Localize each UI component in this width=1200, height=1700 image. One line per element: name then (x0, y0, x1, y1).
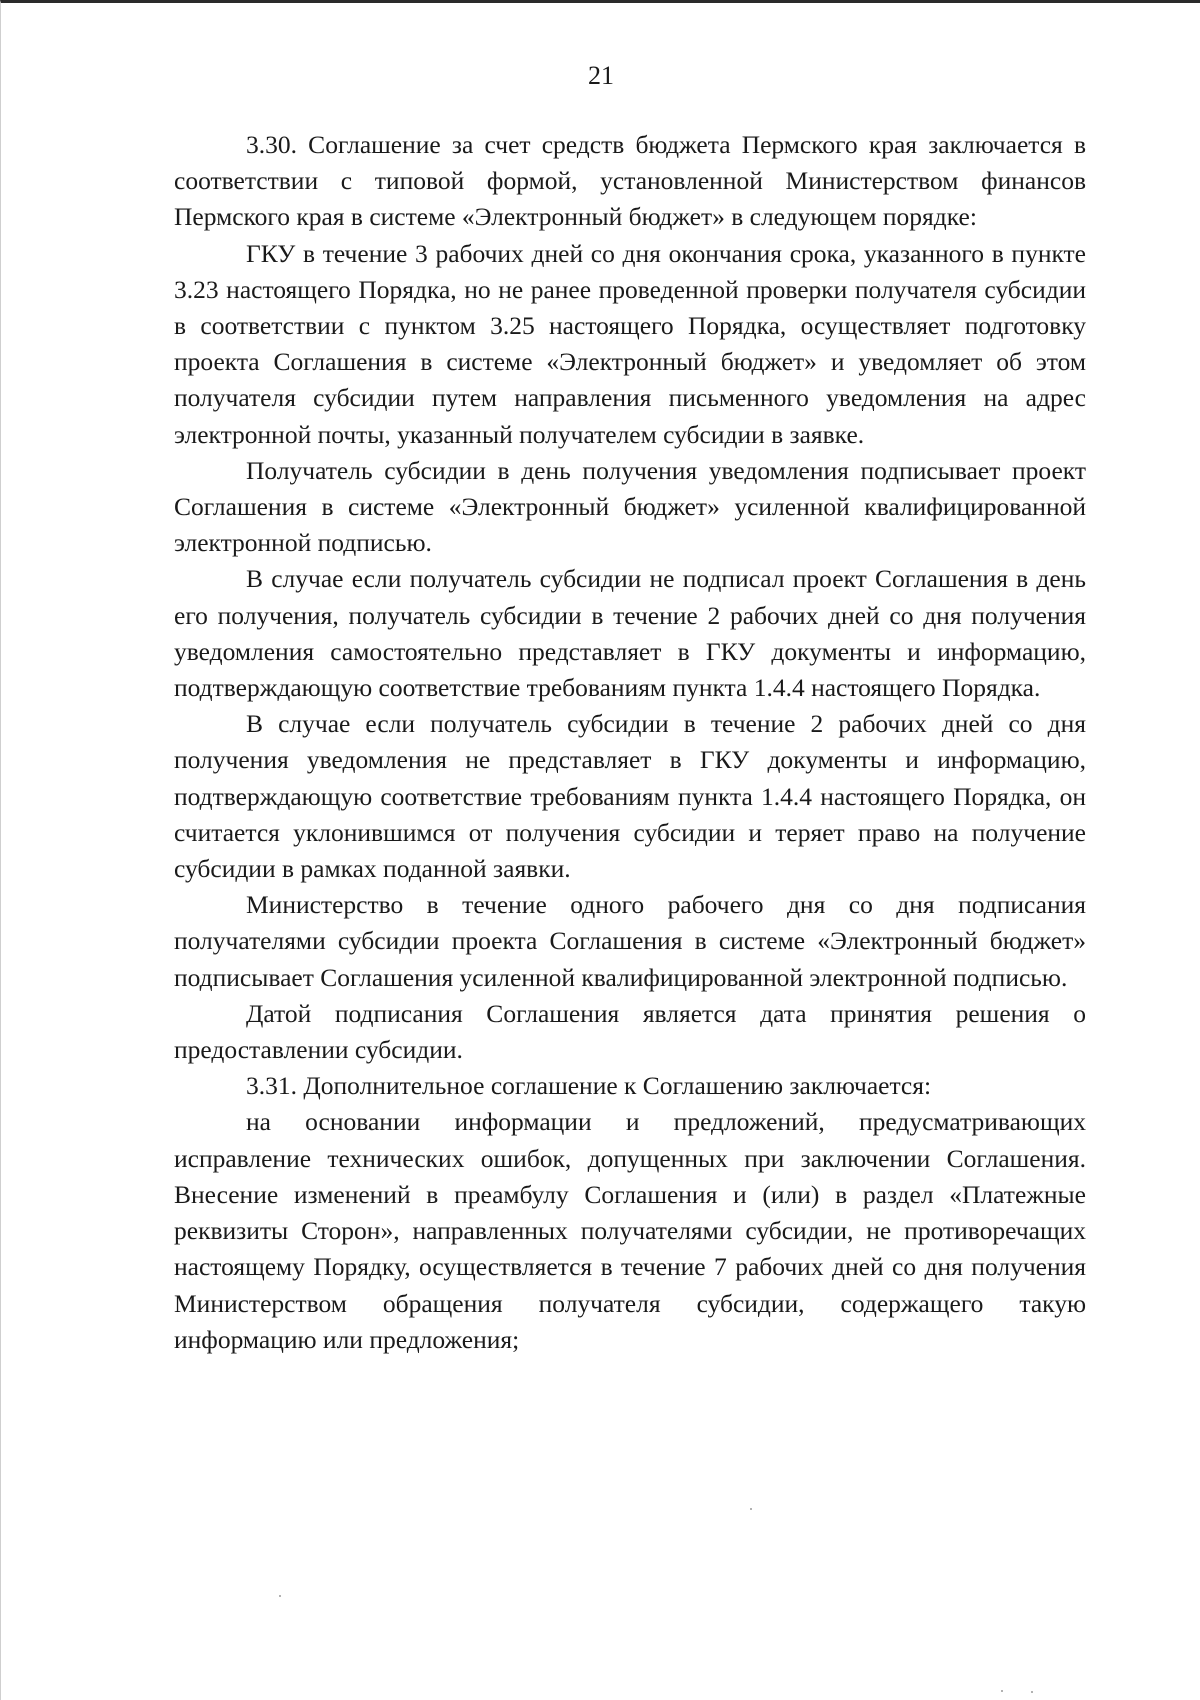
scan-speck (750, 1508, 752, 1510)
paragraph-3-30: 3.30. Соглашение за счет средств бюджета Пермского края заключается в соответствии с типовой формой, установленной Министерством финансов Пермского края в системе «Электронный бюджет» в следующем порядке: (174, 130, 1086, 232)
scan-speck (1001, 1690, 1003, 1692)
scan-speck (279, 1595, 281, 1597)
paragraph-signing-date: Датой подписания Соглашения является дата принятия решения о предоставлении субсидии. (174, 998, 1086, 1065)
paragraph-evaded: В случае если получатель субсидии в течение 2 рабочих дней со дня получения уведомления не представляет в ГКУ документы и информацию, подтверждающую соответствие требованиям пункта 1.4.4 настоящего Порядка, он считается уклонившимся от получения субсидии и теряет право на получение субсидии в рамках поданной заявки. (174, 709, 1086, 884)
paragraph-additional-agreement: на основании информации и предложений, предусматривающих исправление технических ошибок, допущенных при заключении Соглашения. Внесение изменений в преамбулу Соглашения и (или) в раздел «Платежные реквизиты Сторон», направленных получателями субсидии, не противоречащих настоящему Порядку, осуществляется в течение 7 рабочих дней со дня получения Министерством обращения получателя субсидии, содержащего такую информацию или предложения; (174, 1107, 1086, 1354)
paragraph-not-signed: В случае если получатель субсидии не подписал проект Соглашения в день его получения, получатель субсидии в течение 2 рабочих дней со дня получения уведомления самостоятельно представляет в ГКУ документы и информацию, подтверждающую соответствие требованиям пункта 1.4.4 настоящего Порядка. (174, 564, 1086, 703)
paragraph-recipient-signs: Получатель субсидии в день получения уведомления подписывает проект Соглашения в системе «Электронный бюджет» усиленной квалифицированной электронной подписью. (174, 455, 1086, 558)
scan-speck (1031, 1691, 1033, 1693)
paragraph-3-31: 3.31. Дополнительное соглашение к Соглашению заключается: (246, 1071, 932, 1101)
paragraph-ministry-signs: Министерство в течение одного рабочего дня со дня подписания получателями субсидии проекта Соглашения в системе «Электронный бюджет» подписывает Соглашения усиленной квалифицированной электронной подписью. (174, 890, 1086, 992)
document-body (174, 127, 1086, 1358)
paragraph-gku-preparation: ГКУ в течение 3 рабочих дней со дня окончания срока, указанного в пункте 3.23 настоящего Порядка, но не ранее проведенной проверки получателя субсидии в соответствии с пунктом 3.25 настоящего Порядка, осуществляет подготовку проекта Соглашения в системе «Электронный бюджет» и уведомляет об этом получателя субсидии путем направления письменного уведомления на адрес электронной почты, указанный получателем субсидии в заявке. (174, 238, 1086, 449)
page-number: 21 (588, 61, 614, 90)
